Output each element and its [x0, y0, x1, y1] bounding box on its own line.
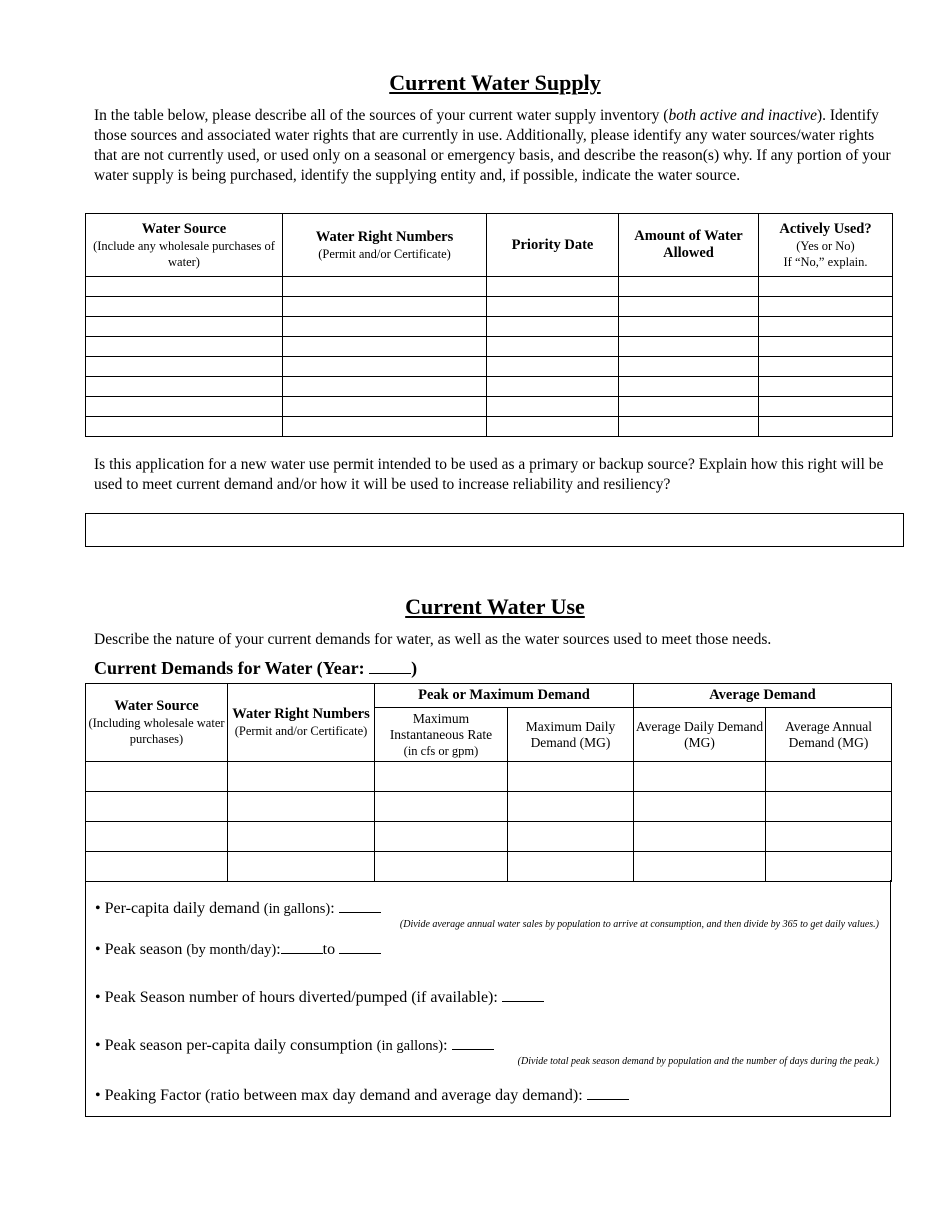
year-field[interactable]	[369, 673, 411, 674]
supply-table-cell[interactable]	[619, 397, 759, 417]
supply-table-cell[interactable]	[487, 297, 619, 317]
demands-table-body	[86, 762, 892, 882]
supply-table-cell[interactable]	[619, 277, 759, 297]
supply-table-cell[interactable]	[487, 357, 619, 377]
supply-table-cell[interactable]	[487, 377, 619, 397]
supply-table-cell[interactable]	[619, 377, 759, 397]
col-max-daily-demand: Maximum Daily Demand (MG)	[508, 708, 634, 762]
supply-table-cell[interactable]	[759, 297, 893, 317]
peak-season-item: • Peak season (by month/day): to	[95, 941, 381, 959]
supply-table-row	[86, 417, 893, 437]
demands-table-cell[interactable]	[508, 852, 634, 882]
peak-per-capita-note: (Divide total peak season demand by population and the number of days during the peak.)	[517, 1056, 879, 1067]
demands-table-cell[interactable]	[86, 822, 228, 852]
demands-heading: Current Demands for Water (Year: )	[94, 658, 418, 678]
col-amount-allowed: Amount of Water Allowed	[619, 214, 759, 277]
supply-table-cell[interactable]	[283, 417, 487, 437]
supply-table-cell[interactable]	[487, 277, 619, 297]
demands-table-cell[interactable]	[228, 822, 375, 852]
supply-table-cell[interactable]	[86, 377, 283, 397]
peak-hours-item: • Peak Season number of hours diverted/pumped (if available):	[95, 989, 544, 1007]
col-water-right-numbers: Water Right Numbers (Permit and/or Certificate)	[283, 214, 487, 277]
demands-table-cell[interactable]	[634, 852, 766, 882]
demands-table-row	[86, 762, 892, 792]
demands-table-cell[interactable]	[228, 762, 375, 792]
col-use-water-right-numbers: Water Right Numbers (Permit and/or Certificate)	[228, 684, 375, 762]
demands-table-cell[interactable]	[634, 792, 766, 822]
supply-table-cell[interactable]	[759, 397, 893, 417]
demands-table-cell[interactable]	[375, 762, 508, 792]
col-average-annual-demand: Average Annual Demand (MG)	[766, 708, 892, 762]
supply-table-cell[interactable]	[283, 317, 487, 337]
primary-backup-question: Is this application for a new water use permit intended to be used as a primary or backup source? Explain how this right will be used to meet current demand and/or how it will be used to increase reliability and resiliency?	[94, 456, 884, 493]
per-capita-demand-item: • Per-capita daily demand (in gallons):	[95, 900, 381, 918]
supply-table-row	[86, 277, 893, 297]
use-title: Current Water Use	[405, 594, 585, 619]
col-max-instantaneous-rate: Maximum Instantaneous Rate (in cfs or gpm)	[375, 708, 508, 762]
supply-table-header	[86, 214, 893, 277]
supply-table-cell[interactable]	[759, 357, 893, 377]
supply-table-cell[interactable]	[619, 317, 759, 337]
supply-table-row	[86, 337, 893, 357]
peak-per-capita-field[interactable]	[452, 1049, 494, 1050]
supply-table-cell[interactable]	[759, 377, 893, 397]
peaking-factor-item: • Peaking Factor (ratio between max day demand and average day demand):	[95, 1087, 629, 1105]
demands-table-row	[86, 852, 892, 882]
supply-table	[85, 213, 893, 437]
supply-table-cell[interactable]	[283, 277, 487, 297]
supply-table-cell[interactable]	[759, 337, 893, 357]
col-average-daily-demand: Average Daily Demand (MG)	[634, 708, 766, 762]
col-water-source: Water Source (Include any wholesale purchases of water)	[86, 214, 283, 277]
supply-table-cell[interactable]	[283, 357, 487, 377]
supply-table-cell[interactable]	[759, 277, 893, 297]
peak-hours-field[interactable]	[502, 1001, 544, 1002]
primary-backup-answer-field[interactable]	[85, 513, 904, 547]
demands-table-cell[interactable]	[86, 852, 228, 882]
demands-table-row	[86, 792, 892, 822]
demands-table	[85, 683, 892, 882]
demands-table-cell[interactable]	[634, 762, 766, 792]
supply-table-cell[interactable]	[619, 357, 759, 377]
supply-table-cell[interactable]	[283, 337, 487, 357]
col-group-peak-demand: Peak or Maximum Demand	[375, 684, 634, 708]
col-actively-used: Actively Used? (Yes or No) If “No,” explain.	[759, 214, 893, 277]
demands-table-cell[interactable]	[508, 792, 634, 822]
demands-table-cell[interactable]	[228, 792, 375, 822]
demands-table-cell[interactable]	[634, 822, 766, 852]
supply-table-row	[86, 357, 893, 377]
supply-table-cell[interactable]	[86, 337, 283, 357]
per-capita-demand-field[interactable]	[339, 912, 381, 913]
demands-table-cell[interactable]	[508, 762, 634, 792]
supply-table-row	[86, 377, 893, 397]
supply-table-cell[interactable]	[283, 377, 487, 397]
supply-table-cell[interactable]	[283, 297, 487, 317]
peak-per-capita-item: • Peak season per-capita daily consumption (in gallons):	[95, 1037, 494, 1055]
demands-table-cell[interactable]	[508, 822, 634, 852]
demands-table-group-header	[86, 684, 892, 708]
supply-table-cell[interactable]	[86, 417, 283, 437]
supply-table-row	[86, 397, 893, 417]
use-intro: Describe the nature of your current demands for water, as well as the water sources used to meet those needs.	[94, 631, 772, 648]
supply-table-cell[interactable]	[619, 337, 759, 357]
supply-table-cell[interactable]	[619, 297, 759, 317]
demands-table-cell[interactable]	[228, 852, 375, 882]
demands-table-row	[86, 822, 892, 852]
supply-table-row	[86, 317, 893, 337]
supply-table-body	[86, 277, 893, 437]
col-use-water-source: Water Source (Including wholesale water purchases)	[86, 684, 228, 762]
per-capita-note: (Divide average annual water sales by population to arrive at consumption, and then divide by 365 to get daily values.)	[399, 919, 879, 930]
supply-table-cell[interactable]	[86, 297, 283, 317]
supply-table-cell[interactable]	[487, 317, 619, 337]
supply-table-cell[interactable]	[759, 417, 893, 437]
peak-season-end-field[interactable]	[339, 953, 381, 954]
col-group-average-demand: Average Demand	[634, 684, 892, 708]
demands-table-cell[interactable]	[766, 852, 892, 882]
demands-table-cell[interactable]	[375, 852, 508, 882]
demands-table-cell[interactable]	[766, 822, 892, 852]
supply-title: Current Water Supply	[389, 70, 601, 95]
supply-table-cell[interactable]	[86, 277, 283, 297]
demands-table-cell[interactable]	[766, 792, 892, 822]
peaking-factor-field[interactable]	[587, 1099, 629, 1100]
supply-table-cell[interactable]	[619, 417, 759, 437]
supply-table-cell[interactable]	[86, 357, 283, 377]
demands-table-cell[interactable]	[86, 762, 228, 792]
supply-table-cell[interactable]	[487, 417, 619, 437]
demands-table-cell[interactable]	[766, 762, 892, 792]
demands-table-cell[interactable]	[375, 792, 508, 822]
peak-season-start-field[interactable]	[281, 953, 323, 954]
supply-table-cell[interactable]	[487, 397, 619, 417]
demands-table-cell[interactable]	[86, 792, 228, 822]
water-use-metrics	[85, 880, 891, 1117]
col-priority-date: Priority Date	[487, 214, 619, 277]
demands-table-cell[interactable]	[375, 822, 508, 852]
supply-intro: In the table below, please describe all of the sources of your current water supply inventory (both active and inactive). Identify those sources and associated water rights that are currently in use. Additionally, please identify any water sources/water rights that are not currently used, or used only on a seasonal or emergency basis, and describe the reason(s) why. If any portion of your water supply is being purchased, identify the supplying entity and, if possible, indicate the water source.	[94, 107, 891, 184]
supply-table-cell[interactable]	[86, 317, 283, 337]
supply-table-row	[86, 297, 893, 317]
supply-table-cell[interactable]	[86, 397, 283, 417]
supply-table-cell[interactable]	[283, 397, 487, 417]
supply-table-cell[interactable]	[487, 337, 619, 357]
supply-table-cell[interactable]	[759, 317, 893, 337]
